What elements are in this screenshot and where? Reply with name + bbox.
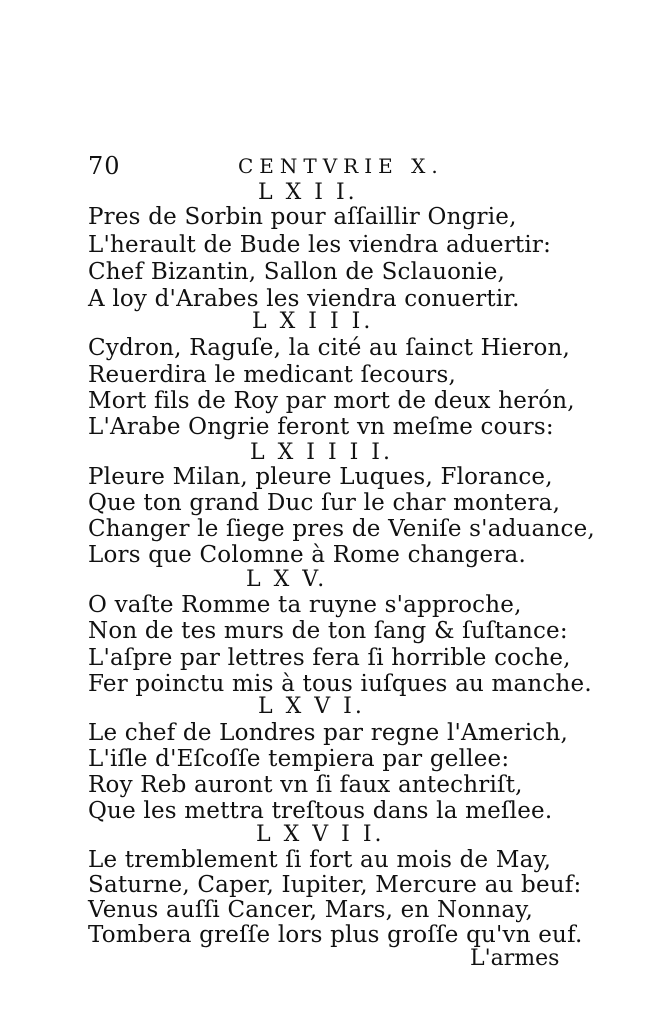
- running-head: CENTVRIE X.: [238, 154, 444, 178]
- verse-line: Saturne, Caper, Iupiter, Mercure au beuf:: [88, 872, 582, 898]
- verse-line: Non de tes murs de ton ſang & ſuſtance:: [88, 618, 568, 644]
- quatrain-heading: L X V.: [246, 567, 328, 592]
- verse-line: Lors que Colomne à Rome changera.: [88, 542, 526, 568]
- verse-line: Venus auſſi Cancer, Mars, en Nonnay,: [88, 897, 533, 923]
- verse-line: Chef Bizantin, Sallon de Sclauonie,: [88, 259, 506, 285]
- quatrain-heading: L X I I I.: [252, 309, 374, 334]
- verse-line: Cydron, Raguſe, la cité au ſainct Hieron,: [88, 335, 571, 361]
- verse-line: Le chef de Londres par regne l'Americh,: [88, 720, 569, 746]
- catchword: L'armes: [470, 946, 560, 971]
- verse-line: Fer poinctu mis à tous iuſques au manche.: [88, 671, 592, 697]
- verse-line: Mort fils de Roy par mort de deux herón,: [88, 388, 575, 414]
- verse-line: L'aſpre par lettres fera ſi horrible coche,: [88, 645, 571, 671]
- verse-line: A loy d'Arabes les viendra conuertir.: [88, 286, 520, 312]
- verse-line: Pleure Milan, pleure Luques, Florance,: [88, 464, 553, 490]
- quatrain-heading: L X V I.: [258, 694, 365, 719]
- verse-line: Que les mettra treſtous dans la meſlee.: [88, 798, 553, 824]
- quatrain-heading: L X V I I.: [256, 822, 385, 847]
- verse-line: Tombera greſſe lors plus groſſe qu'vn euf.: [88, 922, 583, 948]
- quatrain-heading: L X I I I I.: [250, 440, 393, 465]
- verse-line: Reuerdira le medicant ſecours,: [88, 362, 456, 388]
- verse-line: Roy Reb auront vn ſi faux antechriſt,: [88, 772, 523, 798]
- verse-line: Pres de Sorbin pour aſſaillir Ongrie,: [88, 204, 517, 230]
- page-header: [88, 152, 508, 182]
- verse-line: L'iſle d'Eſcoſſe tempiera par gellee:: [88, 746, 510, 772]
- verse-line: Que ton grand Duc ſur le char montera,: [88, 490, 561, 516]
- verse-line: O vaſte Romme ta ruyne s'approche,: [88, 592, 522, 618]
- quatrain-heading: L X I I.: [258, 180, 358, 205]
- page-number: 70: [88, 152, 121, 180]
- verse-line: L'Arabe Ongrie feront vn meſme cours:: [88, 414, 554, 440]
- verse-line: Le tremblement ſi fort au mois de May,: [88, 847, 552, 873]
- verse-line: L'herault de Bude les viendra aduertir:: [88, 232, 552, 258]
- verse-line: Changer le ſiege pres de Veniſe s'aduance,: [88, 516, 595, 542]
